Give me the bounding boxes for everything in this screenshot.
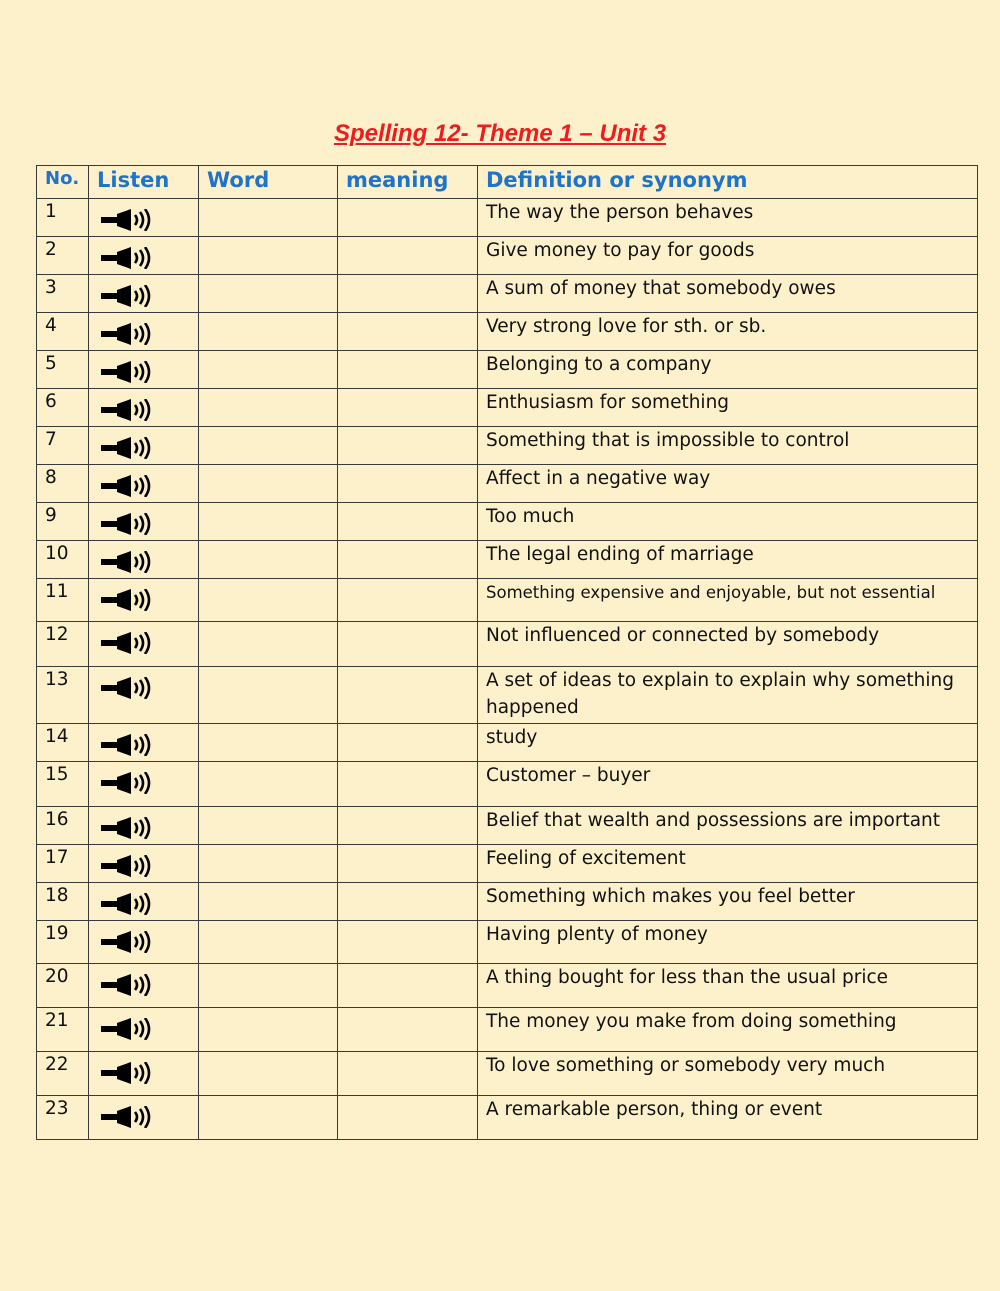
table-row [37, 275, 978, 313]
row-number: 2 [37, 237, 89, 275]
listen-cell [89, 541, 199, 579]
word-cell[interactable] [199, 921, 338, 964]
definition-cell: Something that is impossible to control [478, 427, 978, 465]
row-number: 4 [37, 313, 89, 351]
meaning-cell[interactable] [338, 667, 478, 724]
definition-cell: Too much [478, 503, 978, 541]
row-number: 14 [37, 724, 89, 762]
meaning-cell[interactable] [338, 724, 478, 762]
listen-cell [89, 762, 199, 807]
word-cell[interactable] [199, 762, 338, 807]
word-cell[interactable] [199, 541, 338, 579]
speaker-icon[interactable] [99, 475, 157, 497]
speaker-icon[interactable] [99, 1106, 157, 1128]
speaker-icon[interactable] [99, 513, 157, 535]
definition-cell: A set of ideas to explain to explain why something happened [478, 667, 978, 724]
listen-cell [89, 807, 199, 845]
listen-cell [89, 921, 199, 964]
speaker-icon[interactable] [99, 931, 157, 953]
listen-cell [89, 503, 199, 541]
meaning-cell[interactable] [338, 313, 478, 351]
row-number: 1 [37, 199, 89, 237]
row-number: 8 [37, 465, 89, 503]
listen-cell [89, 1008, 199, 1052]
word-cell[interactable] [199, 503, 338, 541]
listen-cell [89, 667, 199, 724]
table-row [37, 807, 978, 845]
speaker-icon[interactable] [99, 437, 157, 459]
meaning-cell[interactable] [338, 1008, 478, 1052]
meaning-cell[interactable] [338, 237, 478, 275]
meaning-cell[interactable] [338, 579, 478, 622]
meaning-cell[interactable] [338, 921, 478, 964]
page-title: Spelling 12- Theme 1 – Unit 3 [333, 120, 667, 147]
table-row [37, 541, 978, 579]
table-row [37, 964, 978, 1008]
definition-cell: A remarkable person, thing or event [478, 1096, 978, 1140]
word-cell[interactable] [199, 964, 338, 1008]
table-row [37, 427, 978, 465]
speaker-icon[interactable] [99, 247, 157, 269]
listen-cell [89, 1052, 199, 1096]
meaning-cell[interactable] [338, 964, 478, 1008]
table-row [37, 921, 978, 964]
listen-cell [89, 351, 199, 389]
speaker-icon[interactable] [99, 772, 157, 794]
definition-cell: A thing bought for less than the usual price [478, 964, 978, 1008]
table-row [37, 465, 978, 503]
meaning-cell[interactable] [338, 541, 478, 579]
word-cell[interactable] [199, 1096, 338, 1140]
word-cell[interactable] [199, 883, 338, 921]
table-row [37, 845, 978, 883]
header-listen: Listen [89, 166, 199, 199]
listen-cell [89, 964, 199, 1008]
word-cell[interactable] [199, 237, 338, 275]
word-cell[interactable] [199, 724, 338, 762]
definition-cell: Something which makes you feel better [478, 883, 978, 921]
row-number: 21 [37, 1008, 89, 1052]
listen-cell [89, 883, 199, 921]
definition-cell: Something expensive and enjoyable, but not essential [478, 579, 978, 622]
meaning-cell[interactable] [338, 1096, 478, 1140]
meaning-cell[interactable] [338, 503, 478, 541]
definition-cell: Belief that wealth and possessions are important [478, 807, 978, 845]
row-number: 19 [37, 921, 89, 964]
definition-cell: Affect in a negative way [478, 465, 978, 503]
word-cell[interactable] [199, 1008, 338, 1052]
definition-cell: A sum of money that somebody owes [478, 275, 978, 313]
table-row [37, 1008, 978, 1052]
listen-cell [89, 845, 199, 883]
meaning-cell[interactable] [338, 389, 478, 427]
row-number: 9 [37, 503, 89, 541]
table-row [37, 199, 978, 237]
word-cell[interactable] [199, 622, 338, 667]
definition-cell: The way the person behaves [478, 199, 978, 237]
row-number: 18 [37, 883, 89, 921]
word-cell[interactable] [199, 465, 338, 503]
listen-cell [89, 313, 199, 351]
row-number: 16 [37, 807, 89, 845]
listen-cell [89, 1096, 199, 1140]
table-row [37, 579, 978, 622]
speaker-icon[interactable] [99, 399, 157, 421]
word-cell[interactable] [199, 427, 338, 465]
word-cell[interactable] [199, 579, 338, 622]
definition-cell: Not influenced or connected by somebody [478, 622, 978, 667]
vocabulary-table [36, 165, 978, 1140]
meaning-cell[interactable] [338, 762, 478, 807]
definition-cell: To love something or somebody very much [478, 1052, 978, 1096]
row-number: 11 [37, 579, 89, 622]
word-cell[interactable] [199, 667, 338, 724]
meaning-cell[interactable] [338, 845, 478, 883]
table-row [37, 1096, 978, 1140]
speaker-icon[interactable] [99, 893, 157, 915]
definition-cell: Enthusiasm for something [478, 389, 978, 427]
table-row [37, 503, 978, 541]
speaker-icon[interactable] [99, 209, 157, 231]
listen-cell [89, 427, 199, 465]
row-number: 12 [37, 622, 89, 667]
listen-cell [89, 237, 199, 275]
row-number: 13 [37, 667, 89, 724]
meaning-cell[interactable] [338, 275, 478, 313]
word-cell[interactable] [199, 351, 338, 389]
speaker-icon[interactable] [99, 974, 157, 996]
meaning-cell[interactable] [338, 427, 478, 465]
row-number: 7 [37, 427, 89, 465]
definition-cell: Feeling of excitement [478, 845, 978, 883]
table-row [37, 351, 978, 389]
definition-cell: The legal ending of marriage [478, 541, 978, 579]
definition-cell: Having plenty of money [478, 921, 978, 964]
speaker-icon[interactable] [99, 1018, 157, 1040]
header-row [37, 166, 978, 199]
listen-cell [89, 579, 199, 622]
table-row [37, 622, 978, 667]
table-row [37, 667, 978, 724]
header-no: No. [37, 166, 89, 199]
header-word: Word [199, 166, 338, 199]
word-cell[interactable] [199, 313, 338, 351]
listen-cell [89, 724, 199, 762]
definition-cell: Customer – buyer [478, 762, 978, 807]
word-cell[interactable] [199, 275, 338, 313]
header-meaning: meaning [338, 166, 478, 199]
definition-cell: Give money to pay for goods [478, 237, 978, 275]
speaker-icon[interactable] [99, 677, 157, 699]
meaning-cell[interactable] [338, 622, 478, 667]
row-number: 5 [37, 351, 89, 389]
speaker-icon[interactable] [99, 734, 157, 756]
speaker-icon[interactable] [99, 361, 157, 383]
row-number: 3 [37, 275, 89, 313]
listen-cell [89, 389, 199, 427]
row-number: 22 [37, 1052, 89, 1096]
speaker-icon[interactable] [99, 285, 157, 307]
speaker-icon[interactable] [99, 855, 157, 877]
table-row [37, 1052, 978, 1096]
word-cell[interactable] [199, 845, 338, 883]
listen-cell [89, 275, 199, 313]
speaker-icon[interactable] [99, 632, 157, 654]
meaning-cell[interactable] [338, 883, 478, 921]
header-definition: Definition or synonym [478, 166, 978, 199]
word-cell[interactable] [199, 1052, 338, 1096]
word-cell[interactable] [199, 389, 338, 427]
definition-cell: study [478, 724, 978, 762]
word-cell[interactable] [199, 199, 338, 237]
row-number: 23 [37, 1096, 89, 1140]
row-number: 10 [37, 541, 89, 579]
meaning-cell[interactable] [338, 1052, 478, 1096]
table-row [37, 883, 978, 921]
table-row [37, 313, 978, 351]
row-number: 6 [37, 389, 89, 427]
row-number: 20 [37, 964, 89, 1008]
table-row [37, 237, 978, 275]
listen-cell [89, 465, 199, 503]
meaning-cell[interactable] [338, 465, 478, 503]
table-row [37, 724, 978, 762]
meaning-cell[interactable] [338, 351, 478, 389]
speaker-icon[interactable] [99, 551, 157, 573]
table-row [37, 389, 978, 427]
listen-cell [89, 622, 199, 667]
definition-cell: The money you make from doing something [478, 1008, 978, 1052]
meaning-cell[interactable] [338, 807, 478, 845]
word-cell[interactable] [199, 807, 338, 845]
speaker-icon[interactable] [99, 323, 157, 345]
speaker-icon[interactable] [99, 817, 157, 839]
definition-cell: Very strong love for sth. or sb. [478, 313, 978, 351]
listen-cell [89, 199, 199, 237]
meaning-cell[interactable] [338, 199, 478, 237]
speaker-icon[interactable] [99, 589, 157, 611]
row-number: 17 [37, 845, 89, 883]
definition-cell: Belonging to a company [478, 351, 978, 389]
table-row [37, 762, 978, 807]
row-number: 15 [37, 762, 89, 807]
speaker-icon[interactable] [99, 1062, 157, 1084]
